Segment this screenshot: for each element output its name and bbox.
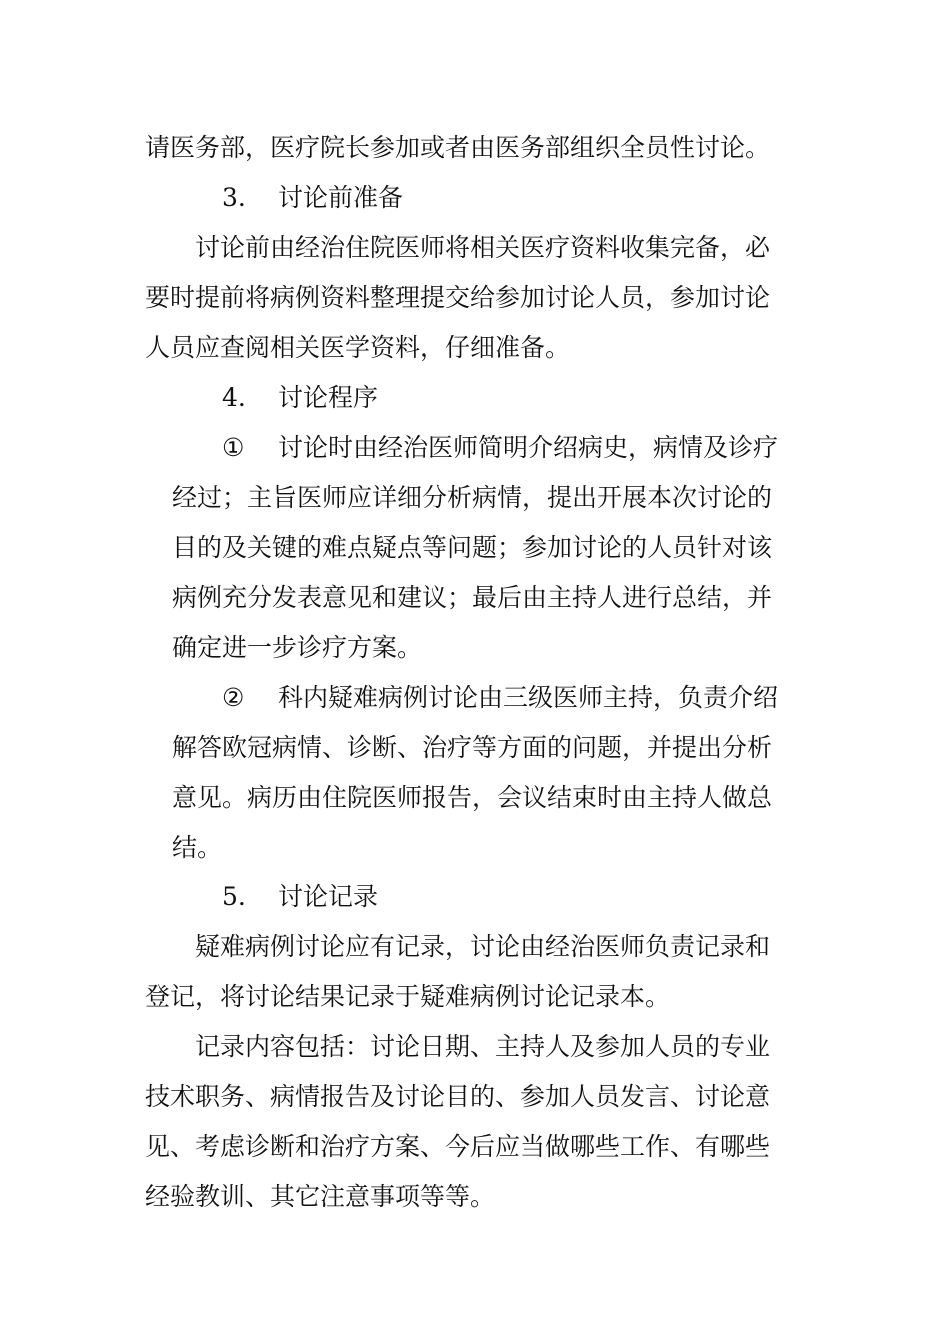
item-2-line: 解答欧冠病情、诊断、治疗等方面的问题，并提出分析: [172, 733, 773, 762]
item-1-line: 病例充分发表意见和建议；最后由主持人进行总结，并: [172, 583, 773, 612]
section-5-number: 5.: [222, 882, 246, 911]
item-1-first-line: [222, 433, 950, 463]
section-3-paragraph-line: 人员应查阅相关医学资料，仔细准备。: [145, 333, 571, 362]
section-5-paragraph-2-line: 经验教训、其它注意事项等等。: [145, 1182, 496, 1211]
section-4-heading: [222, 383, 950, 413]
item-2-line: 意见。病历由住院医师报告，会议结束时由主持人做总: [172, 783, 773, 812]
item-2-line: 结。: [172, 833, 223, 862]
item-2-marker: ②: [222, 683, 245, 712]
section-3-title: 讨论前准备: [278, 183, 404, 212]
section-3-paragraph-line: 讨论前由经治住院医师将相关医疗资料收集完备，必: [195, 233, 771, 262]
item-1-marker: ①: [222, 433, 245, 462]
section-3-heading: [222, 183, 950, 213]
section-4-title: 讨论程序: [278, 383, 379, 412]
section-3-paragraph-line: 要时提前将病例资料整理提交给参加讨论人员，参加讨论: [145, 283, 771, 312]
section-5-heading: [222, 882, 950, 912]
section-4-number: 4.: [222, 383, 246, 412]
intro-text-line: 请医务部，医疗院长参加或者由医务部组织全员性讨论。: [145, 133, 771, 162]
section-5-paragraph-2-line: 记录内容包括：讨论日期、主持人及参加人员的专业: [195, 1032, 771, 1061]
item-1-text: 讨论时由经治医师简明介绍病史，病情及诊疗: [278, 433, 779, 462]
section-5-paragraph-1-line: 登记，将讨论结果记录于疑难病例讨论记录本。: [145, 982, 671, 1011]
section-5-paragraph-2-line: 见、考虑诊断和治疗方案、今后应当做哪些工作、有哪些: [145, 1132, 771, 1161]
item-1-line: 目的及关键的难点疑点等问题；参加讨论的人员针对该: [172, 533, 773, 562]
item-2-first-line: [222, 683, 950, 713]
item-1-line: 确定进一步诊疗方案。: [172, 633, 423, 662]
section-5-title: 讨论记录: [278, 882, 379, 911]
section-5-paragraph-2-line: 技术职务、病情报告及讨论目的、参加人员发言、讨论意: [145, 1082, 771, 1111]
section-5-paragraph-1-line: 疑难病例讨论应有记录，讨论由经治医师负责记录和: [195, 932, 771, 961]
item-2-text: 科内疑难病例讨论由三级医师主持，负责介绍: [278, 683, 779, 712]
item-1-line: 经过；主旨医师应详细分析病情，提出开展本次讨论的: [172, 483, 773, 512]
section-3-number: 3.: [222, 183, 246, 212]
